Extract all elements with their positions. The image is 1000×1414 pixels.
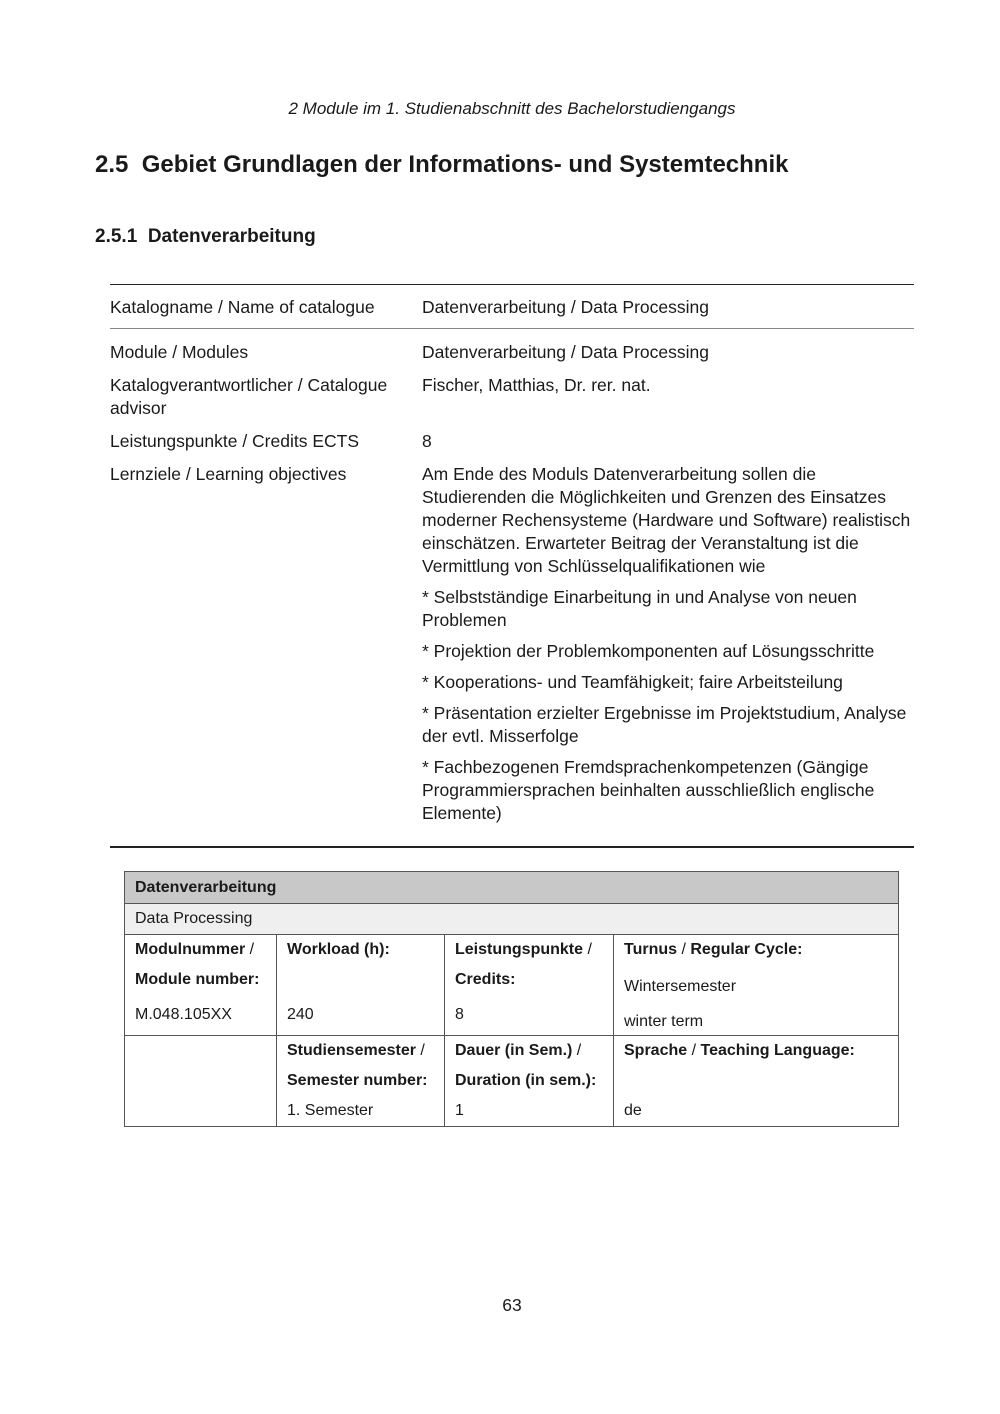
modulnummer-value: M.048.105XX xyxy=(135,1006,232,1023)
objective-item: * Kooperations- und Teamfähigkeit; faire Arbeitsteilung xyxy=(422,672,843,692)
label-separator: / xyxy=(687,1042,701,1059)
objectives-intro: Am Ende des Moduls Datenverarbeitung sollen die Studierenden die Möglichkeiten und Grenzen des Einsatzes moderner Rechensysteme (Hardware und Software) realistisch einschätzen. Erwarteter Beitrag der Veranstaltung ist die Vermittlung von Schlüsselqualifikationen wie xyxy=(422,464,911,576)
dauer-label-de: Dauer (in Sem.) xyxy=(455,1042,573,1059)
objectives-value xyxy=(422,463,914,833)
section-title: Gebiet Grundlagen der Informations- und Systemtechnik xyxy=(141,151,789,178)
credits-value: 8 xyxy=(422,431,432,451)
label-separator: / xyxy=(677,941,691,958)
semester-label-de: Studiensemester xyxy=(287,1042,416,1059)
subsection-heading xyxy=(95,226,316,248)
modules-value: Datenverarbeitung / Data Processing xyxy=(422,342,709,362)
label-separator: / xyxy=(245,941,255,958)
catalogue-row-objectives xyxy=(110,463,914,833)
catalogue-body xyxy=(110,329,914,846)
sprache-label-en: Teaching Language: xyxy=(700,1042,855,1059)
objective-item: * Fachbezogenen Fremdsprachenkompetenzen (Gängige Programmiersprachen beinhalten ausschließlich englische Elemente) xyxy=(422,757,875,823)
module-info-row xyxy=(125,935,899,1036)
turnus-cell xyxy=(614,935,899,1036)
label-separator: / xyxy=(583,941,592,958)
modules-label: Module / Modules xyxy=(110,342,249,362)
credits-table-value: 8 xyxy=(455,1006,464,1023)
modulnummer-label-en: Module number: xyxy=(135,971,260,988)
catalogue-row-modules xyxy=(110,341,914,364)
modulnummer-cell xyxy=(125,935,277,1036)
semester-label-en: Semester number: xyxy=(287,1072,428,1089)
section-heading xyxy=(95,151,788,179)
catalogue-table xyxy=(110,284,914,848)
turnus-value-de: Wintersemester xyxy=(624,978,737,995)
turnus-label-de: Turnus xyxy=(624,941,678,958)
objective-item: * Projektion der Problemkomponenten auf Lösungsschritte xyxy=(422,641,875,661)
catalogue-name-label: Katalogname / Name of catalogue xyxy=(110,297,375,317)
catalogue-row-advisor xyxy=(110,374,914,420)
page-number: 63 xyxy=(502,1295,522,1315)
sprache-label-de: Sprache xyxy=(624,1042,688,1059)
module-table xyxy=(124,871,899,1127)
semester-value: 1. Semester xyxy=(287,1102,374,1119)
turnus-label-en: Regular Cycle: xyxy=(690,941,803,958)
module-semester-row xyxy=(125,1036,899,1127)
turnus-value-en: winter term xyxy=(624,1013,704,1030)
objectives-label: Lernziele / Learning objectives xyxy=(110,464,347,484)
dauer-label-en: Duration (in sem.): xyxy=(455,1072,597,1089)
module-subtitle: Data Processing xyxy=(125,904,899,935)
sprache-cell xyxy=(614,1036,899,1127)
objective-item: * Selbstständige Einarbeitung in und Analyse von neuen Problemen xyxy=(422,587,857,630)
semester-cell xyxy=(277,1036,445,1127)
subsection-number: 2.5.1 xyxy=(95,226,138,247)
credits-cell xyxy=(445,935,614,1036)
credits-label: Leistungspunkte / Credits ECTS xyxy=(110,431,360,451)
workload-value: 240 xyxy=(287,1006,314,1023)
label-separator: / xyxy=(572,1042,582,1059)
subsection-title: Datenverarbeitung xyxy=(147,226,316,247)
credits-label-de: Leistungspunkte xyxy=(455,941,584,958)
empty-cell xyxy=(125,1036,277,1127)
objective-item: * Präsentation erzielter Ergebnisse im Projektstudium, Analyse der evtl. Misserfolge xyxy=(422,703,907,746)
workload-label: Workload (h): xyxy=(287,941,390,958)
advisor-label: Katalogverantwortlicher / Catalogue advisor xyxy=(110,375,388,418)
credits-label-en: Credits: xyxy=(455,971,516,988)
workload-cell xyxy=(277,935,445,1036)
label-separator: / xyxy=(415,1042,425,1059)
dauer-cell xyxy=(445,1036,614,1127)
catalogue-name-value: Datenverarbeitung / Data Processing xyxy=(422,297,709,317)
module-title: Datenverarbeitung xyxy=(125,872,899,904)
running-head: 2 Module im 1. Studienabschnitt des Bachelorstudiengangs xyxy=(288,99,736,118)
modulnummer-label-de: Modulnummer xyxy=(135,941,246,958)
section-number: 2.5 xyxy=(95,151,129,178)
sprache-value: de xyxy=(624,1102,642,1119)
catalogue-row-credits xyxy=(110,430,914,453)
catalogue-header-row xyxy=(110,285,914,329)
dauer-value: 1 xyxy=(455,1102,464,1119)
advisor-value: Fischer, Matthias, Dr. rer. nat. xyxy=(422,375,651,395)
